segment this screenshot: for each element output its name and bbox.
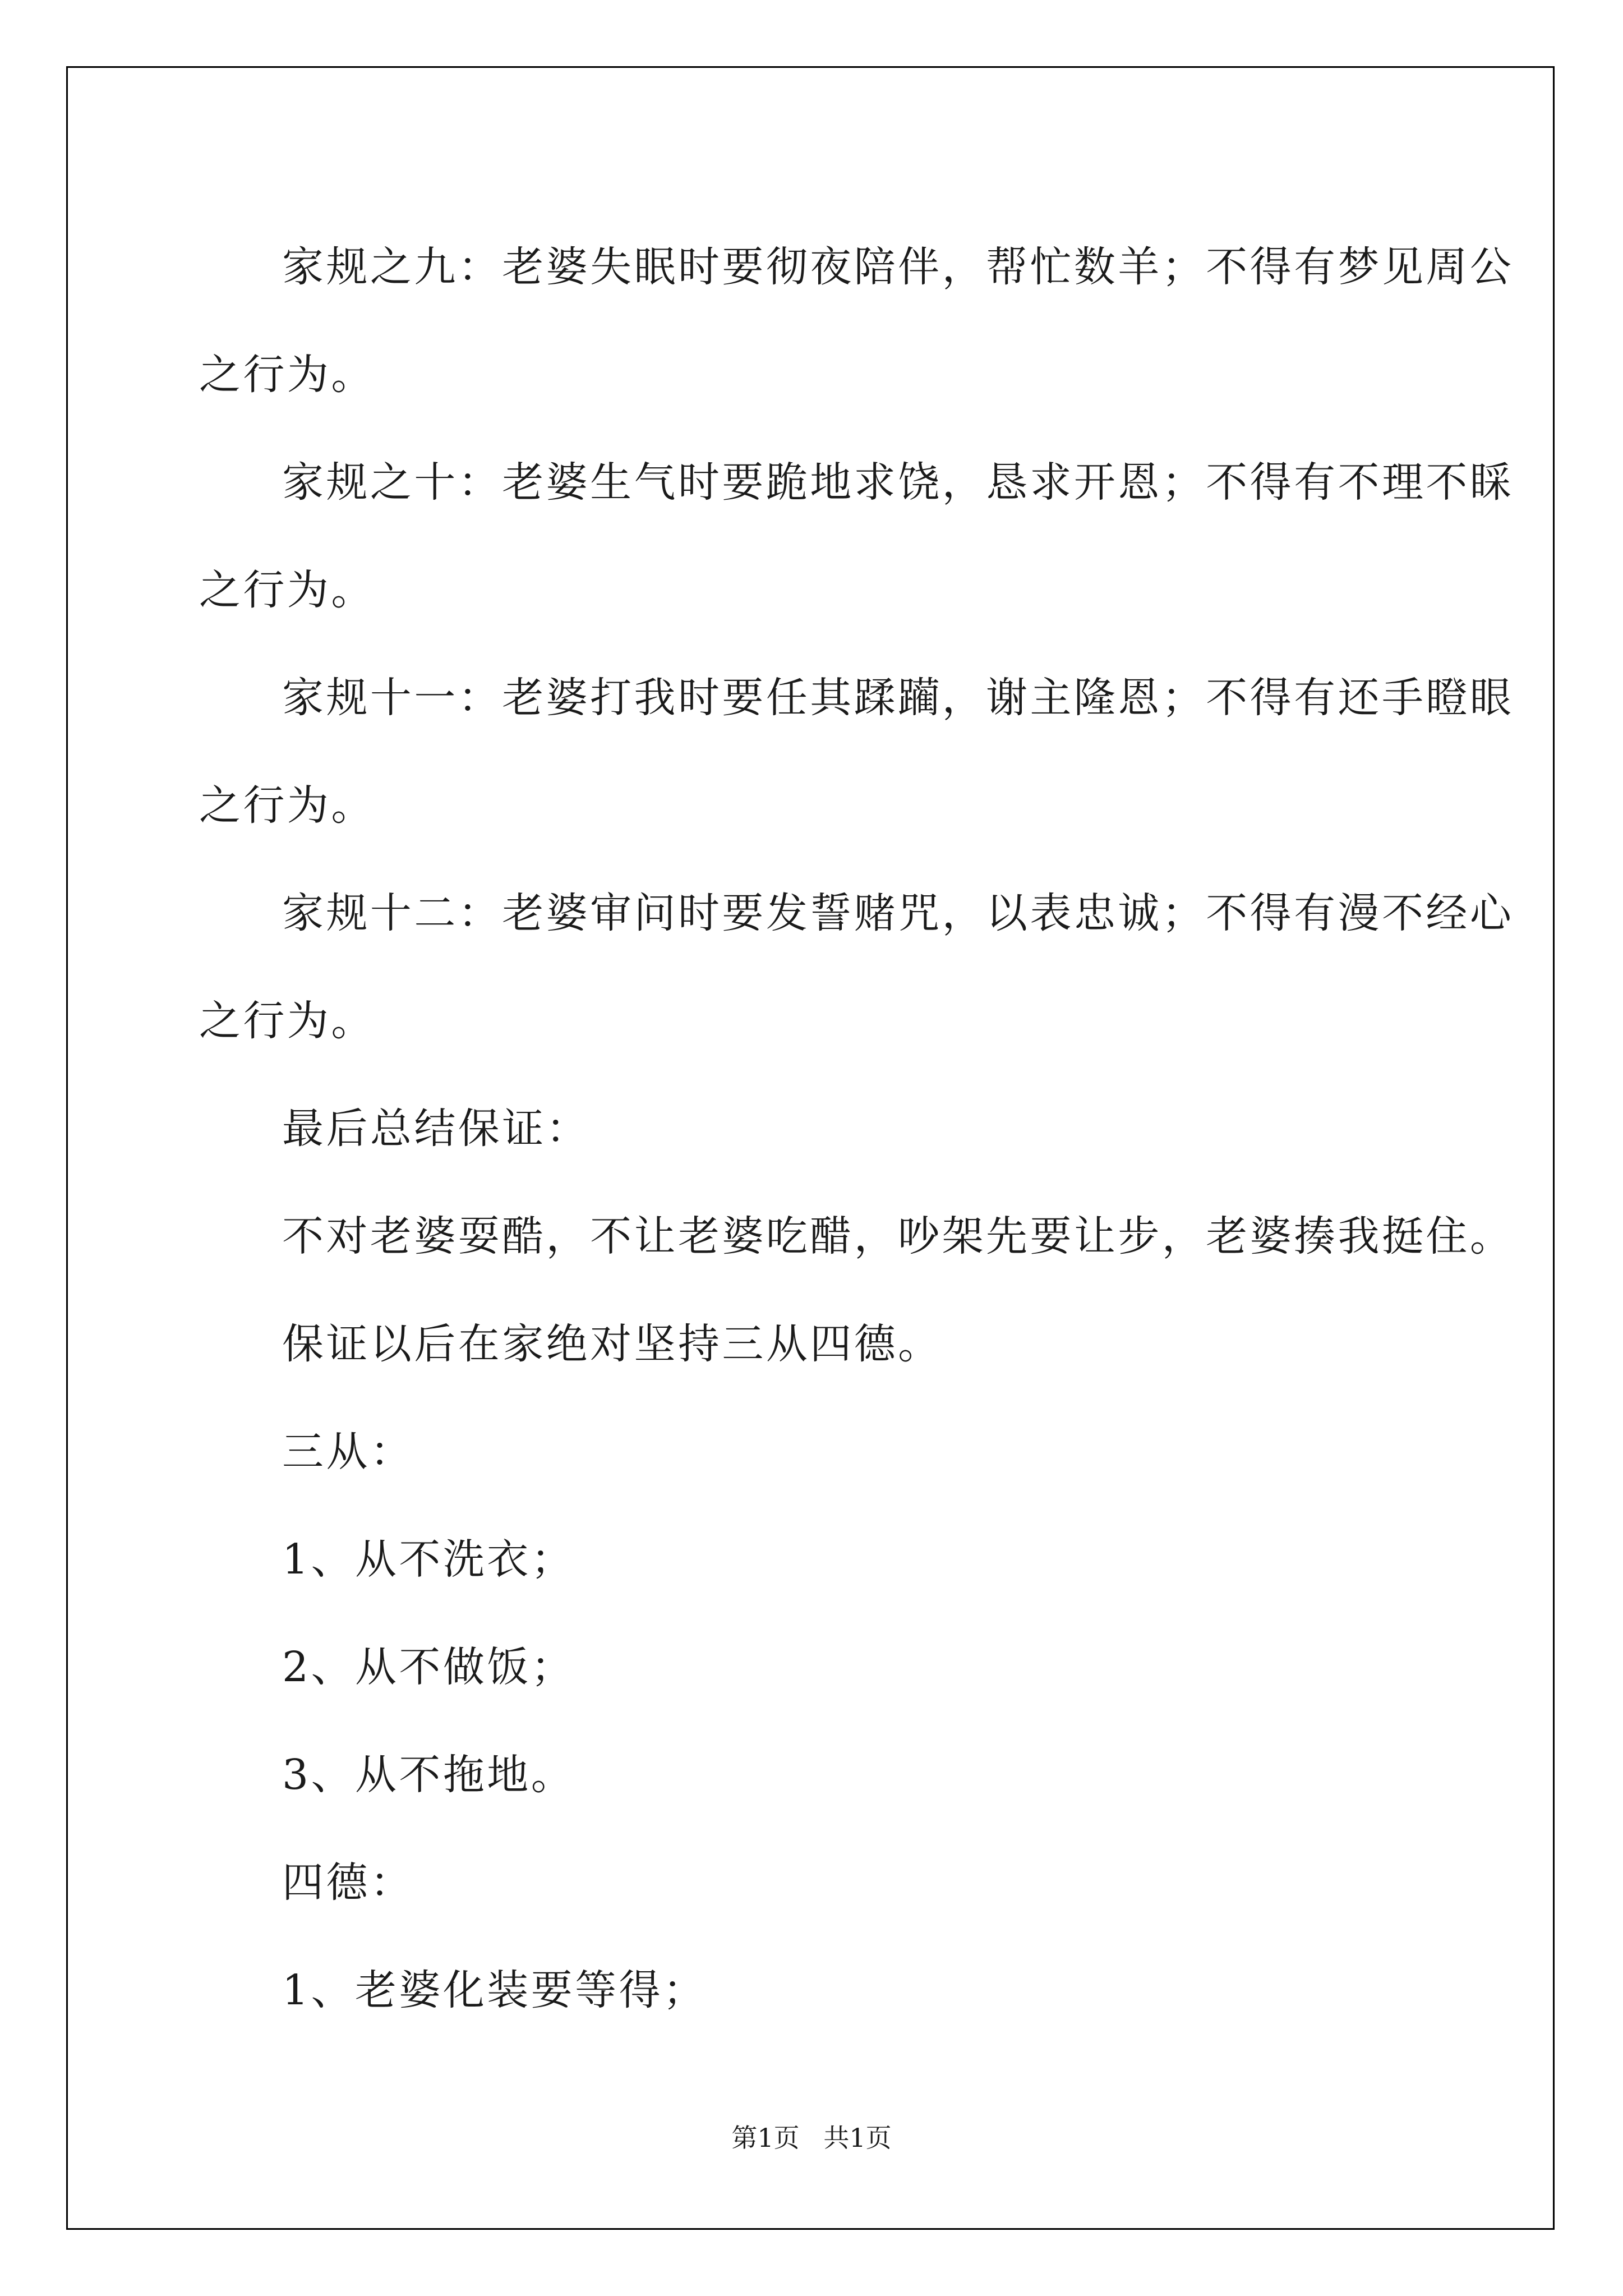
- rule-line-2: 之行为。: [199, 997, 375, 1045]
- list-item: 2、从不做饭；: [282, 1643, 575, 1691]
- rule-line-2: 之行为。: [199, 566, 375, 614]
- rule-paragraph: [199, 429, 1514, 644]
- rule-paragraph: [199, 644, 1514, 859]
- rule-line-1: 家规之九：老婆失眠时要彻夜陪伴，帮忙数羊；不得有梦见周公: [282, 243, 1514, 291]
- page-footer: [0, 2122, 1623, 2154]
- page-number: 第1页: [731, 2123, 800, 2153]
- document-body: [199, 213, 1514, 2044]
- rule-line-1: 家规十二：老婆审问时要发誓赌咒，以表忠诚；不得有漫不经心: [282, 889, 1514, 937]
- rule-paragraph: [199, 213, 1514, 429]
- summary-heading: 最后总结保证：: [282, 1105, 591, 1153]
- four-virtues-heading: 四德：: [282, 1858, 414, 1907]
- rule-line-1: 家规十一：老婆打我时要任其蹂躏，谢主隆恩；不得有还手瞪眼: [282, 674, 1514, 722]
- page-total: 共1页: [823, 2123, 892, 2153]
- rule-paragraph: [199, 859, 1514, 1075]
- list-item: 1、从不洗衣；: [282, 1535, 575, 1584]
- three-follows-heading: 三从：: [282, 1428, 414, 1476]
- summary-line: 不对老婆耍酷，不让老婆吃醋，吵架先要让步，老婆揍我挺住。: [282, 1212, 1514, 1260]
- list-item: 3、从不拖地。: [282, 1751, 575, 1799]
- rule-line-1: 家规之十：老婆生气时要跪地求饶，恳求开恩；不得有不理不睬: [282, 458, 1514, 507]
- rule-line-2: 之行为。: [199, 781, 375, 830]
- rule-line-2: 之行为。: [199, 351, 375, 399]
- guarantee-line: 保证以后在家绝对坚持三从四德。: [282, 1320, 942, 1368]
- list-item: 1、老婆化装要等得；: [282, 1966, 707, 2014]
